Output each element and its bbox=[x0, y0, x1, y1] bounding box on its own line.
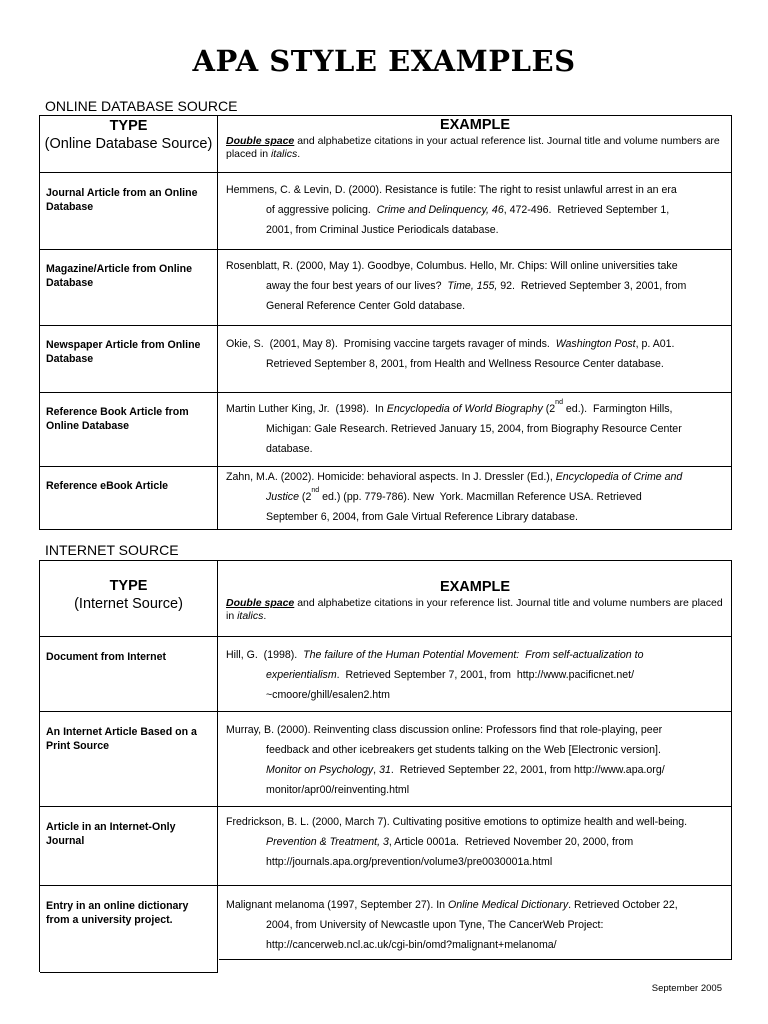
citation-line: Justice (2nd ed.) (pp. 779-786). New York. Macmillan Reference USA. Retrieved bbox=[266, 487, 642, 503]
table-row bbox=[40, 326, 732, 393]
citation bbox=[219, 807, 731, 872]
table-row bbox=[40, 807, 732, 886]
row-label-cell bbox=[40, 637, 218, 711]
row-label-cell bbox=[40, 250, 218, 325]
citation-line: monitor/apr00/reinventing.html bbox=[266, 784, 410, 796]
row-citation-cell bbox=[219, 326, 732, 392]
table-header bbox=[40, 561, 732, 637]
type-subtitle: (Online Database Source) bbox=[44, 136, 213, 152]
type-title: TYPE bbox=[109, 118, 148, 134]
page-title: APA STYLE EXAMPLES bbox=[192, 44, 576, 78]
citation-line: Retrieved September 8, 2001, from Health and Wellness Resource Center database. bbox=[266, 358, 664, 370]
citation-line: of aggressive policing. Crime and Delinquency, 46, 472-496. Retrieved September 1, bbox=[266, 204, 670, 216]
row-label-cell bbox=[40, 886, 218, 973]
instructions-end: . bbox=[263, 610, 267, 622]
citation-line: Fredrickson, B. L. (2000, March 7). Cultivating positive emotions to optimize health and well-being. bbox=[226, 816, 688, 828]
citation-line: Martin Luther King, Jr. (1998). In Encyclopedia of World Biography (2nd ed.). Farmington Hills, bbox=[226, 399, 673, 415]
citation-line: Prevention & Treatment, 3, Article 0001a. Retrieved November 20, 2000, from bbox=[266, 836, 634, 848]
row-label: Reference eBook Article bbox=[46, 480, 169, 492]
citation-line: 2004, from University of Newcastle upon Tyne, The CancerWeb Project: bbox=[266, 919, 604, 931]
row-citation-cell bbox=[219, 393, 732, 466]
table-row bbox=[40, 173, 732, 250]
citation-line: feedback and other icebreakers get students talking on the Web [Electronic version]. bbox=[266, 744, 661, 756]
example-title: EXAMPLE bbox=[439, 117, 511, 133]
table-header bbox=[40, 116, 732, 173]
row-citation-cell bbox=[219, 886, 732, 960]
table-row bbox=[40, 637, 732, 712]
citation-line: September 6, 2004, from Gale Virtual Reference Library database. bbox=[266, 511, 578, 523]
citation-line: 2001, from Criminal Justice Periodicals database. bbox=[266, 224, 499, 236]
row-label-cell bbox=[40, 326, 218, 392]
row-label: An Internet Article Based on a Print Source bbox=[46, 726, 197, 752]
section-label-online-database: ONLINE DATABASE SOURCE bbox=[45, 98, 238, 114]
citation-line: Hill, G. (1998). The failure of the Human Potential Movement: From self-actualization to bbox=[226, 649, 644, 661]
table-row bbox=[40, 467, 732, 529]
citation bbox=[219, 886, 731, 955]
italics-word: italics bbox=[237, 610, 264, 622]
footer-date: September 2005 bbox=[651, 983, 722, 994]
citation-line: Murray, B. (2000). Reinventing class discussion online: Professors find that role-playing, peer bbox=[226, 724, 663, 736]
citation-line: experientialism. Retrieved September 7, 2001, from http://www.pacificnet.net/ bbox=[266, 669, 635, 681]
citation-line: away the four best years of our lives? Time, 155, 92. Retrieved September 3, 2001, from bbox=[266, 280, 687, 292]
row-label-cell bbox=[40, 712, 218, 806]
row-citation-cell bbox=[219, 250, 732, 325]
citation-line: Malignant melanoma (1997, September 27). In Online Medical Dictionary. Retrieved October 22, bbox=[226, 899, 678, 911]
italics-word: italics bbox=[270, 148, 298, 160]
example-instructions bbox=[226, 597, 724, 623]
row-citation-cell bbox=[219, 807, 732, 885]
row-citation-cell bbox=[219, 467, 732, 529]
table-row bbox=[40, 886, 732, 972]
row-label: Reference Book Article from Online Database bbox=[46, 406, 189, 432]
type-title: TYPE bbox=[109, 578, 148, 594]
type-subtitle: (Internet Source) bbox=[74, 596, 183, 612]
row-label-cell bbox=[40, 807, 218, 885]
row-citation-cell bbox=[219, 712, 732, 806]
example-title: EXAMPLE bbox=[439, 579, 511, 595]
citation-line: Monitor on Psychology, 31. Retrieved September 22, 2001, from http://www.apa.org/ bbox=[266, 764, 665, 776]
citation-line: Okie, S. (2001, May 8). Promising vaccine targets ravager of minds. Washington Post, p. A01. bbox=[226, 338, 675, 350]
table-row bbox=[40, 393, 732, 467]
row-label-cell bbox=[40, 467, 218, 529]
row-label-cell bbox=[40, 173, 218, 249]
citation bbox=[219, 637, 731, 705]
citation bbox=[219, 393, 731, 459]
row-label: Article in an Internet-Only Journal bbox=[46, 821, 176, 847]
citation-line: ~cmoore/ghill/esalen2.htm bbox=[266, 689, 390, 701]
row-citation-cell bbox=[219, 637, 732, 711]
row-label: Journal Article from an Online Database bbox=[46, 187, 198, 213]
row-label: Entry in an online dictionary from a university project. bbox=[46, 900, 189, 926]
row-label-cell bbox=[40, 393, 218, 466]
internet-source-table bbox=[39, 560, 732, 972]
double-space-emphasis: Double space bbox=[226, 597, 295, 609]
instructions-text: and alphabetize citations in your actual reference list. Journal title and volume numbers are placed in bbox=[226, 135, 720, 160]
table-row bbox=[40, 712, 732, 807]
row-label: Document from Internet bbox=[46, 651, 167, 663]
citation bbox=[219, 326, 731, 374]
citation-line: Rosenblatt, R. (2000, May 1). Goodbye, Columbus. Hello, Mr. Chips: Will online universities take bbox=[226, 260, 678, 272]
type-header bbox=[40, 561, 218, 636]
row-citation-cell bbox=[219, 173, 732, 249]
example-header bbox=[219, 561, 732, 636]
citation-line: http://cancerweb.ncl.ac.uk/cgi-bin/omd?malignant+melanoma/ bbox=[266, 939, 557, 951]
citation-line: Michigan: Gale Research. Retrieved January 15, 2004, from Biography Resource Center bbox=[266, 423, 682, 435]
citation-line: http://journals.apa.org/prevention/volume3/pre0030001a.html bbox=[266, 856, 553, 868]
example-instructions bbox=[226, 135, 724, 161]
instructions-text: and alphabetize citations in your reference list. Journal title and volume numbers are placed in bbox=[226, 597, 723, 622]
citation-line: database. bbox=[266, 443, 313, 455]
citation-line: Hemmens, C. & Levin, D. (2000). Resistance is futile: The right to resist unlawful arrest in an era bbox=[226, 184, 677, 196]
instructions-end: . bbox=[297, 148, 301, 160]
citation-line: General Reference Center Gold database. bbox=[266, 300, 466, 312]
citation bbox=[219, 712, 731, 800]
row-label: Newspaper Article from Online Database bbox=[46, 339, 201, 365]
example-header bbox=[219, 116, 732, 172]
row-label: Magazine/Article from Online Database bbox=[46, 263, 192, 289]
citation-line: Zahn, M.A. (2002). Homicide: behavioral aspects. In J. Dressler (Ed.), Encyclopedia of Crime and bbox=[226, 471, 683, 483]
online-database-table bbox=[39, 115, 732, 530]
type-header bbox=[40, 116, 218, 172]
double-space-emphasis: Double space bbox=[226, 135, 295, 147]
citation bbox=[219, 250, 731, 316]
citation bbox=[219, 173, 731, 240]
section-label-internet-source: INTERNET SOURCE bbox=[45, 542, 179, 558]
citation bbox=[219, 467, 731, 527]
table-row bbox=[40, 250, 732, 326]
